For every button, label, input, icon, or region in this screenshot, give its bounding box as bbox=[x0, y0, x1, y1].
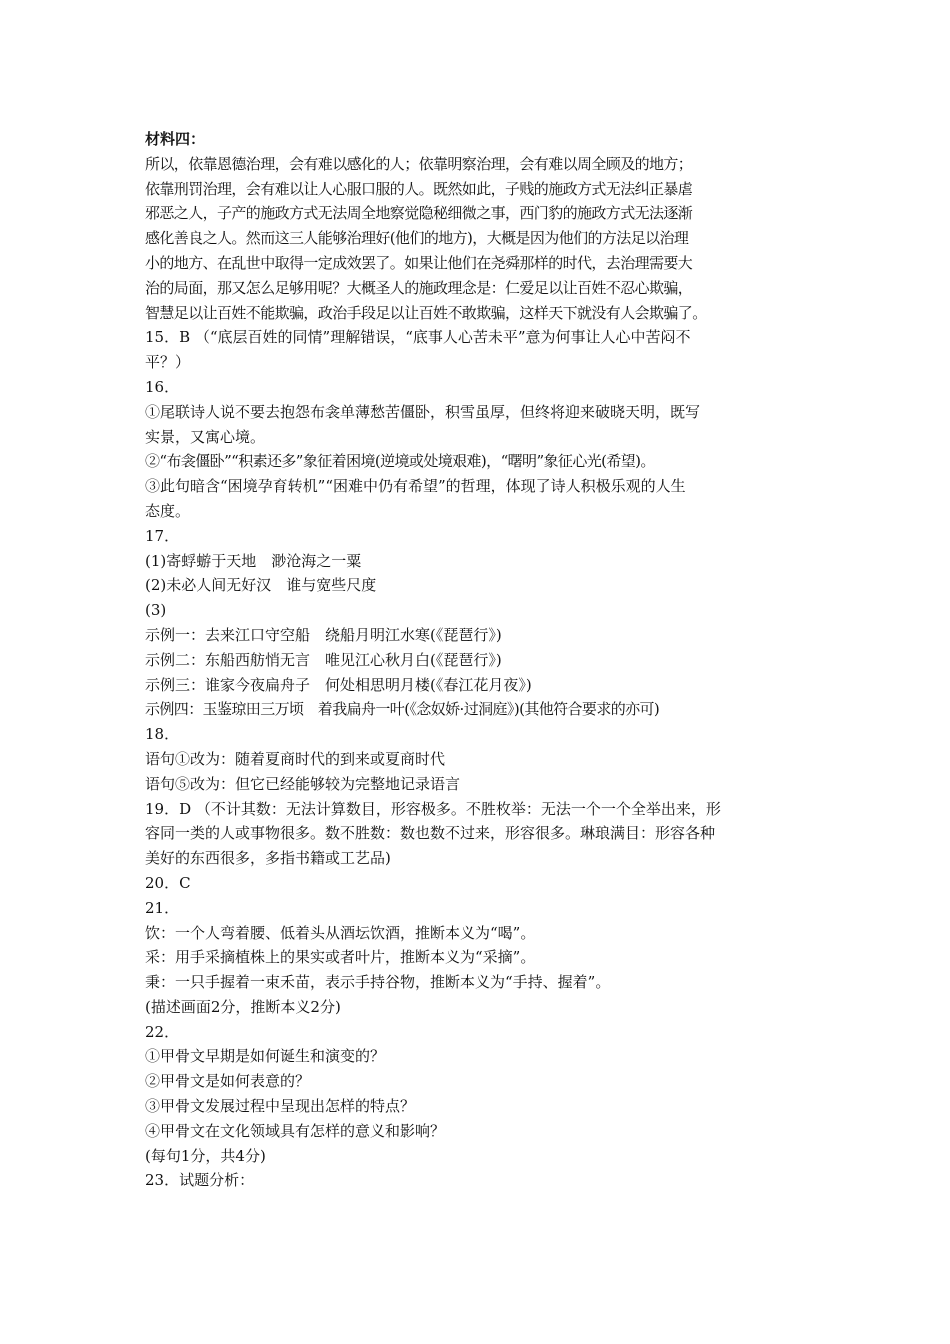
text-line: 智慧足以让百姓不能欺骗，政治手段足以让百姓不敢欺骗，这样天下就没有人会欺骗了。 bbox=[145, 303, 707, 322]
text-line: ③此句暗含“困境孕育转机”“困难中仍有希望”的哲理，体现了诗人积极乐观的人生 bbox=[145, 477, 686, 496]
text-line: (描述画面2分，推断本义2分) bbox=[145, 997, 341, 1016]
answer-20: 20．C bbox=[145, 873, 191, 892]
answer-18-number: 18． bbox=[145, 725, 180, 744]
text-line: ②甲骨文是如何表意的？ bbox=[145, 1072, 311, 1091]
text-line: 示例三：谁家今夜扁舟子 何处相思明月楼(《春江花月夜》) bbox=[145, 675, 532, 694]
answer-16-number: 16． bbox=[145, 377, 180, 396]
answer-17-number: 17． bbox=[145, 526, 180, 545]
text-line: 容同一类的人或事物很多。数不胜数：数也数不过来，形容很多。琳琅满目：形容各种 bbox=[145, 824, 716, 843]
text-line: ③甲骨文发展过程中呈现出怎样的特点？ bbox=[145, 1097, 416, 1116]
text-line: 示例四：玉鉴琼田三万顷 着我扁舟一叶(《念奴娇·过洞庭》)(其他符合要求的亦可) bbox=[145, 700, 660, 719]
answer-15: 15．B （“底层百姓的同情”理解错误，“底事人心苦未平”意为何事让人心中苦闷不 bbox=[145, 328, 691, 347]
section-heading-material-four: 材料四： bbox=[145, 130, 206, 148]
answer-22-number: 22． bbox=[145, 1022, 180, 1041]
text-line: 示例一：去来江口守空船 绕船月明江水寒(《琵琶行》) bbox=[145, 625, 502, 644]
text-line: 感化善良之人。然而这三人能够治理好(他们的地方)，大概是因为他们的方法足以治理 bbox=[145, 229, 689, 248]
text-line: 美好的东西很多，多指书籍或工艺品) bbox=[145, 849, 391, 868]
text-line: (每句1分，共4分) bbox=[145, 1146, 266, 1165]
text-line: 平？） bbox=[145, 353, 191, 372]
text-line: 依靠刑罚治理，会有难以让人心服口服的人。既然如此，子贱的施政方式无法纠正暴虐 bbox=[145, 179, 693, 198]
answer-21-number: 21． bbox=[145, 898, 180, 917]
text-line: 所以，依靠恩德治理，会有难以感化的人；依靠明察治理，会有难以周全顾及的地方； bbox=[145, 154, 693, 173]
text-line: ①甲骨文早期是如何诞生和演变的？ bbox=[145, 1047, 386, 1066]
text-line: (2)未必人间无好汉 谁与宽些尺度 bbox=[145, 576, 377, 595]
text-line: 实景，又寓心境。 bbox=[145, 427, 266, 446]
text-line: 饮：一个人弯着腰、低着头从酒坛饮酒，推断本义为“喝”。 bbox=[145, 923, 536, 942]
text-line: (3) bbox=[145, 601, 167, 620]
answer-text-block bbox=[145, 127, 825, 1193]
answer-19: 19．D （不计其数：无法计算数目，形容极多。不胜枚举：无法一个一个全举出来，形 bbox=[145, 799, 721, 818]
text-line: 态度。 bbox=[145, 501, 191, 520]
text-line: (1)寄蜉蝣于天地 渺沧海之一粟 bbox=[145, 551, 362, 570]
text-line: ①尾联诗人说不要去抱怨布衾单薄愁苦僵卧，积雪虽厚，但终将迎来破晓天明，既写 bbox=[145, 402, 701, 421]
text-line: 语句①改为：随着夏商时代的到来或夏商时代 bbox=[145, 749, 446, 768]
text-line: 采：用手采摘植株上的果实或者叶片，推断本义为“采摘”。 bbox=[145, 948, 536, 967]
text-line: 示例二：东船西舫悄无言 唯见江心秋月白(《琵琶行》) bbox=[145, 650, 502, 669]
text-line: 语句⑤改为：但它已经能够较为完整地记录语言 bbox=[145, 774, 461, 793]
text-line: 治的局面，那又怎么足够用呢？大概圣人的施政理念是：仁爱足以让百姓不忍心欺骗， bbox=[145, 278, 693, 297]
answer-23-heading: 23．试题分析： bbox=[145, 1171, 255, 1190]
text-line: 小的地方、在乱世中取得一定成效罢了。如果让他们在尧舜那样的时代，去治理需要大 bbox=[145, 253, 693, 272]
text-line: ④甲骨文在文化领域具有怎样的意义和影响？ bbox=[145, 1121, 446, 1140]
text-line: ②“布衾僵卧”“积素还多”象征着困境(逆境或处境艰难)，“曙明”象征心光(希望)。 bbox=[145, 452, 655, 471]
text-line: 秉：一只手握着一束禾苗，表示手持谷物，推断本义为“手持、握着”。 bbox=[145, 973, 611, 992]
text-line: 邪恶之人，子产的施政方式无法周全地察觉隐秘细微之事，西门豹的施政方式无法逐渐 bbox=[145, 204, 693, 223]
